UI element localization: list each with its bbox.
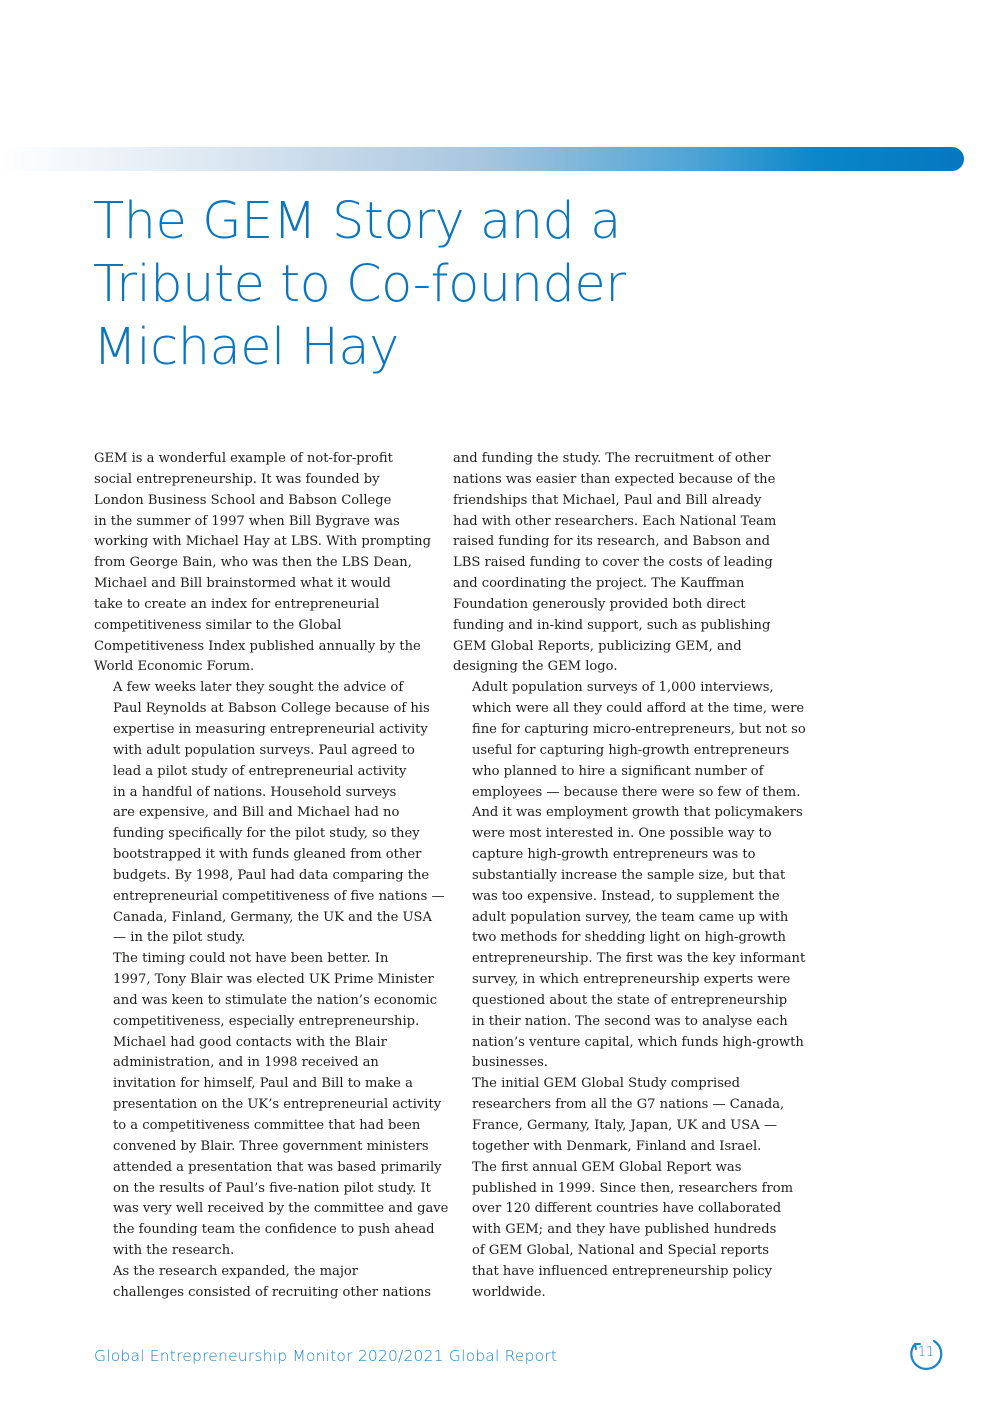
paragraph-line: Adult population surveys of 1,000 interviews, xyxy=(472,680,774,696)
paragraph-line: was too expensive. Instead, to supplement the xyxy=(472,888,780,904)
paragraph-line: in the summer of 1997 when Bill Bygrave was xyxy=(94,513,400,529)
paragraph-line: Canada, Finland, Germany, the UK and the USA xyxy=(113,909,432,925)
paragraph-line: competitiveness similar to the Global xyxy=(94,617,342,633)
paragraph-line: invitation for himself, Paul and Bill to make a xyxy=(113,1076,413,1092)
title-line: The GEM Story and a xyxy=(93,192,621,251)
paragraph-line: LBS raised funding to cover the costs of leading xyxy=(453,555,773,571)
body-paragraph xyxy=(453,449,793,678)
paragraph-line: designing the GEM logo. xyxy=(453,659,618,675)
paragraph-line: in their nation. The second was to analyse each xyxy=(472,1013,788,1029)
paragraph-line: challenges consisted of recruiting other nations xyxy=(113,1284,431,1300)
paragraph-line: substantially increase the sample size, but that xyxy=(472,867,786,883)
title-line: Tribute to Co-founder xyxy=(93,255,626,314)
paragraph-line: expertise in measuring entrepreneurial activity xyxy=(113,721,428,737)
body-paragraph xyxy=(94,1262,434,1304)
right-text-column xyxy=(453,449,806,1304)
paragraph-line: funding specifically for the pilot study, so they xyxy=(113,826,420,842)
paragraph-line: nation’s venture capital, which funds high-growth xyxy=(472,1034,804,1050)
paragraph-line: with the research. xyxy=(113,1243,235,1259)
paragraph-line: World Economic Forum. xyxy=(94,659,255,675)
paragraph-line: Competitiveness Index published annually by the xyxy=(94,638,421,654)
paragraph-line: the founding team the confidence to push ahead xyxy=(113,1222,435,1238)
paragraph-line: published in 1999. Since then, researchers from xyxy=(472,1180,794,1196)
paragraph-line: Michael had good contacts with the Blair xyxy=(113,1034,387,1050)
left-text-column xyxy=(94,449,449,1304)
page-title xyxy=(93,190,793,379)
header-gradient-bar xyxy=(0,147,964,171)
paragraph-line: take to create an index for entrepreneurial xyxy=(94,596,380,612)
paragraph-line: with adult population surveys. Paul agreed to xyxy=(113,742,415,758)
paragraph-line: As the research expanded, the major xyxy=(113,1263,359,1279)
paragraph-line: of GEM Global, National and Special reports xyxy=(472,1243,769,1259)
paragraph-line: convened by Blair. Three government ministers xyxy=(113,1138,429,1154)
paragraph-line: survey, in which entrepreneurship experts were xyxy=(472,972,791,988)
paragraph-line: nations was easier than expected because of the xyxy=(453,471,776,487)
paragraph-line: to a competitiveness committee that had been xyxy=(113,1118,421,1133)
paragraph-line: adult population survey, the team came up with xyxy=(472,909,789,925)
body-paragraph xyxy=(453,1074,793,1303)
body-paragraph xyxy=(94,449,434,678)
body-paragraph xyxy=(453,678,806,1074)
paragraph-line: was very well received by the committee and gave xyxy=(113,1201,449,1217)
paragraph-line: entrepreneurship. The first was the key informant xyxy=(472,951,806,967)
paragraph-line: A few weeks later they sought the advice of xyxy=(113,680,404,696)
paragraph-line: in a handful of nations. Household surveys xyxy=(113,784,397,800)
paragraph-line: two methods for shedding light on high-growth xyxy=(472,930,786,946)
paragraph-line: lead a pilot study of entrepreneurial activity xyxy=(113,763,407,779)
paragraph-line: competitiveness, especially entrepreneurship. xyxy=(113,1013,420,1029)
paragraph-line: presentation on the UK’s entrepreneurial activity xyxy=(113,1097,442,1113)
paragraph-line: The initial GEM Global Study comprised xyxy=(472,1076,741,1092)
paragraph-line: and coordinating the project. The Kauffman xyxy=(453,576,745,592)
paragraph-line: useful for capturing high-growth entrepreneurs xyxy=(472,742,790,758)
paragraph-line: The timing could not have been better. In xyxy=(113,951,389,967)
paragraph-line: social entrepreneurship. It was founded by xyxy=(94,471,380,487)
paragraph-line: friendships that Michael, Paul and Bill already xyxy=(453,492,762,508)
paragraph-line: worldwide. xyxy=(472,1284,546,1300)
paragraph-line: attended a presentation that was based primarily xyxy=(113,1159,442,1175)
paragraph-line: researchers from all the G7 nations — Canada, xyxy=(472,1097,785,1113)
paragraph-line: GEM Global Reports, publicizing GEM, and xyxy=(453,638,742,654)
paragraph-line: entrepreneurial competitiveness of five nations — xyxy=(113,888,445,904)
footer-report-title: Global Entrepreneurship Monitor 2020/2021 Global Report xyxy=(94,1347,558,1365)
paragraph-line: had with other researchers. Each National Team xyxy=(453,513,777,529)
paragraph-line: GEM is a wonderful example of not-for-profit xyxy=(94,451,393,466)
paragraph-line: businesses. xyxy=(472,1055,548,1071)
body-paragraph xyxy=(94,949,449,1262)
paragraph-line: from George Bain, who was then the LBS Dean, xyxy=(94,555,412,571)
paragraph-line: And it was employment growth that policymakers xyxy=(472,805,803,821)
paragraph-line: capture high-growth entrepreneurs was to xyxy=(472,847,756,863)
paragraph-line: administration, and in 1998 received an xyxy=(113,1055,379,1071)
body-paragraph xyxy=(94,678,445,949)
paragraph-line: that have influenced entrepreneurship policy xyxy=(472,1263,773,1279)
paragraph-line: Michael and Bill brainstormed what it would xyxy=(94,576,391,592)
paragraph-line: Foundation generously provided both direct xyxy=(453,596,746,612)
paragraph-line: which were all they could afford at the time, were xyxy=(472,701,805,717)
paragraph-line: France, Germany, Italy, Japan, UK and USA — xyxy=(472,1118,777,1133)
paragraph-line: raised funding for its research, and Babson and xyxy=(453,534,771,550)
paragraph-line: on the results of Paul’s five-nation pilot study. It xyxy=(113,1180,431,1196)
paragraph-line: over 120 different countries have collaborated xyxy=(472,1201,782,1217)
paragraph-line: London Business School and Babson College xyxy=(94,492,392,508)
paragraph-line: together with Denmark, Finland and Israel. xyxy=(472,1138,762,1154)
paragraph-line: bootstrapped it with funds gleaned from other xyxy=(113,847,422,863)
paragraph-line: and funding the study. The recruitment of other xyxy=(453,451,771,466)
paragraph-line: — in the pilot study. xyxy=(113,930,246,946)
paragraph-line: were most interested in. One possible way to xyxy=(472,826,772,842)
paragraph-line: budgets. By 1998, Paul had data comparing the xyxy=(113,867,430,883)
paragraph-line: who planned to hire a significant number of xyxy=(472,763,764,779)
paragraph-line: Paul Reynolds at Babson College because of his xyxy=(113,701,430,717)
paragraph-line: The first annual GEM Global Report was xyxy=(472,1159,742,1175)
title-line: Michael Hay xyxy=(93,318,399,377)
paragraph-line: 1997, Tony Blair was elected UK Prime Minister xyxy=(113,972,434,988)
paragraph-line: questioned about the state of entrepreneurship xyxy=(472,992,788,1008)
paragraph-line: working with Michael Hay at LBS. With prompting xyxy=(94,534,431,550)
paragraph-line: and was keen to stimulate the nation’s economic xyxy=(113,992,438,1008)
paragraph-line: with GEM; and they have published hundreds xyxy=(472,1222,777,1238)
paragraph-line: employees — because there were so few of them. xyxy=(472,784,801,800)
page-number: 11 xyxy=(917,1345,935,1360)
paragraph-line: fine for capturing micro-entrepreneurs, but not so xyxy=(472,721,806,737)
paragraph-line: are expensive, and Bill and Michael had no xyxy=(113,805,400,821)
page-number-badge xyxy=(906,1335,948,1375)
paragraph-line: funding and in-kind support, such as publishing xyxy=(453,617,771,633)
